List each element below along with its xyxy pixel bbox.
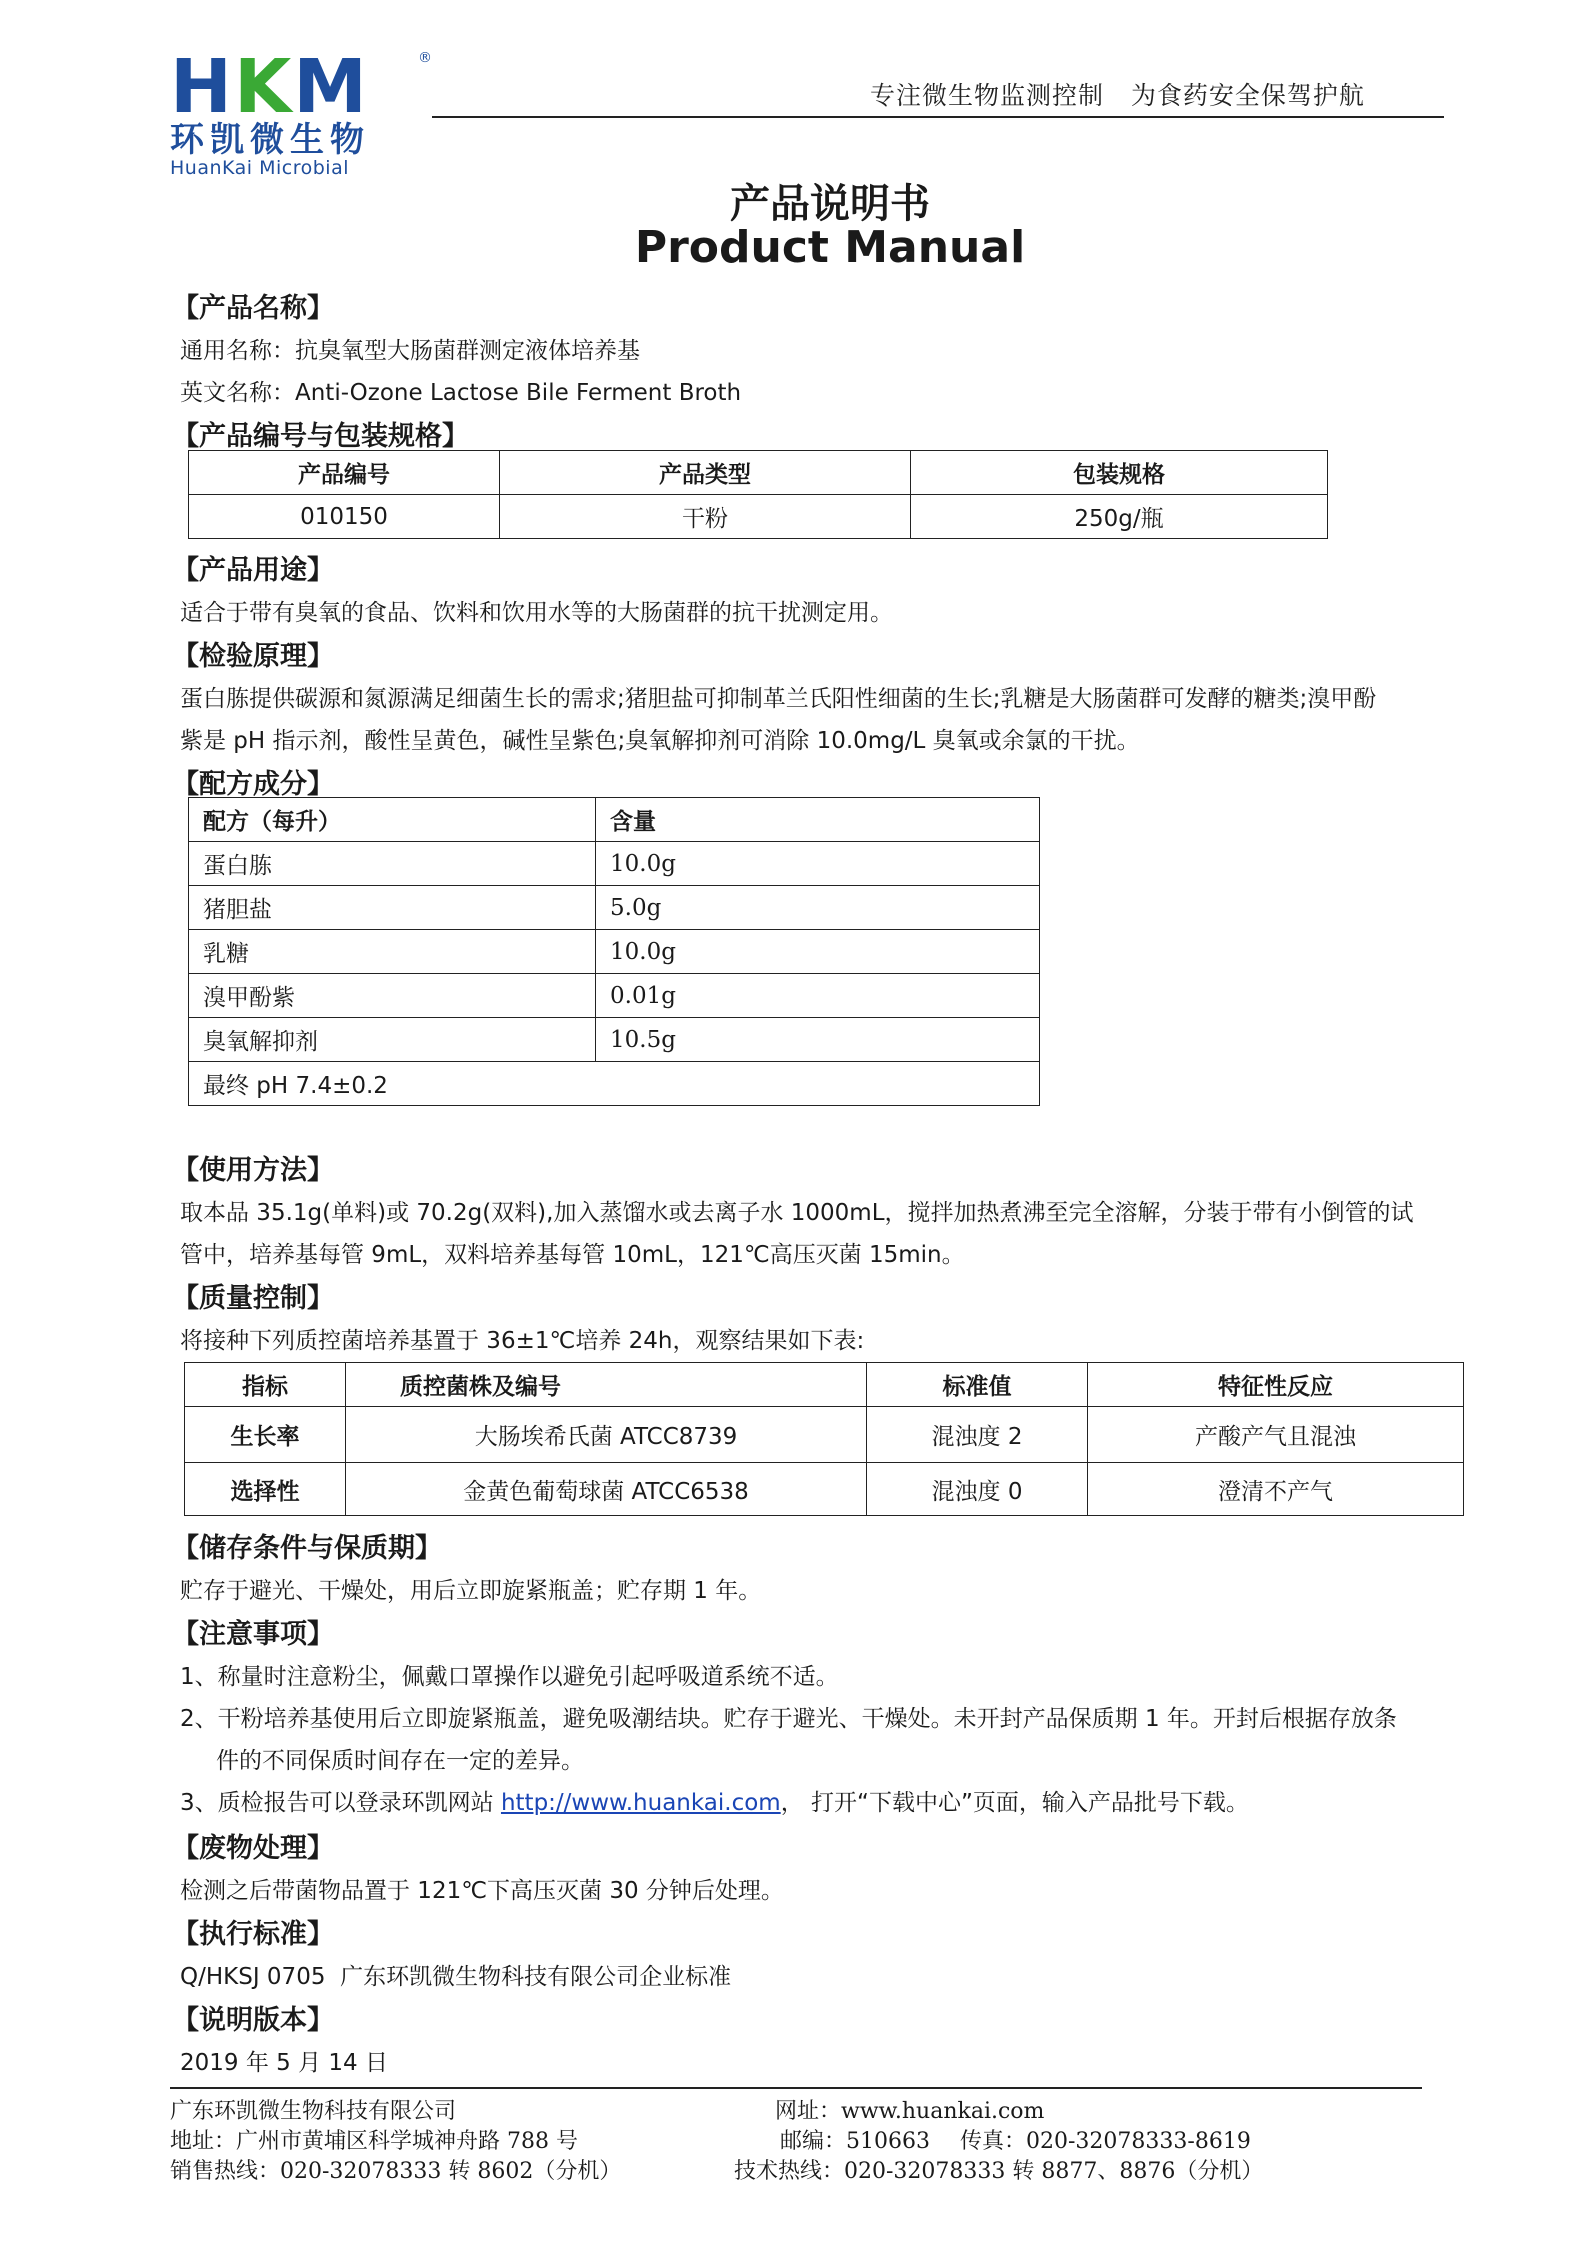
table-row [189, 842, 1040, 886]
table-row [189, 1062, 1040, 1106]
spec-cell-code: 010150 [189, 495, 500, 539]
usage-line-2: 管中，培养基每管 9mL，双料培养基每管 10mL，121℃高压灭菌 15min。 [180, 1242, 965, 1268]
qc-intro: 将接种下列质控菌培养基置于 36±1℃培养 24h，观察结果如下表: [180, 1328, 865, 1354]
table-header-row [189, 798, 1040, 842]
spec-header-type: 产品类型 [500, 451, 911, 495]
english-name-value: Anti-Ozone Lactose Bile Ferment Broth [295, 380, 742, 406]
note-3-suffix: ， 打开“下载中心”页面，输入产品批号下载。 [780, 1790, 1249, 1816]
formula-table [188, 797, 1040, 1106]
spec-header-code: 产品编号 [189, 451, 500, 495]
waste-text: 检测之后带菌物品置于 121℃下高压灭菌 30 分钟后处理。 [180, 1878, 784, 1904]
qc-cell-strain: 金黄色葡萄球菌 ATCC6538 [346, 1463, 867, 1516]
table-header-row [185, 1363, 1464, 1407]
note-2-line-1: 2、干粉培养基使用后立即旋紧瓶盖，避免吸潮结块。贮存于避光、干燥处。未开封产品保质期 1 年。开封后根据存放条 [180, 1706, 1397, 1732]
header-slogan: 专注微生物监测控制 为食药安全保驾护航 [870, 81, 1365, 110]
formula-amount: 5.0g [596, 886, 1040, 930]
title-english: Product Manual [634, 222, 1026, 273]
principle-line-1: 蛋白胨提供碳源和氮源满足细菌生长的需求;猪胆盐可抑制革兰氏阳性细菌的生长;乳糖是大肠菌群可发酵的糖类;溴甲酚 [180, 686, 1377, 712]
storage-text: 贮存于避光、干燥处，用后立即旋紧瓶盖；贮存期 1 年。 [180, 1578, 762, 1604]
logo-hkm-letters [170, 44, 440, 130]
section-heading-qc: 【质量控制】 [172, 1283, 334, 1314]
english-name-label: 英文名称： [180, 380, 295, 406]
formula-amount: 0.01g [596, 974, 1040, 1018]
qc-cell-standard: 混浊度 0 [867, 1463, 1088, 1516]
english-name-line [180, 374, 741, 407]
qc-table [184, 1362, 1464, 1516]
logo-english-name: HuanKai Microbial [170, 157, 349, 179]
logo-chinese-name: 环凯微生物 [170, 120, 370, 160]
usage-line-1: 取本品 35.1g(单料)或 70.2g(双料),加入蒸馏水或去离子水 1000mL，搅拌加热煮沸至完全溶解，分装于带有小倒管的试 [180, 1200, 1414, 1226]
section-heading-spec: 【产品编号与包装规格】 [172, 421, 469, 452]
table-row [185, 1463, 1464, 1516]
note-3-prefix: 3、质检报告可以登录环凯网站 [180, 1790, 501, 1816]
table-row [189, 886, 1040, 930]
formula-final-ph: 最终 pH 7.4±0.2 [189, 1062, 1040, 1106]
footer-divider [170, 2087, 1422, 2089]
table-header-row [189, 451, 1328, 495]
footer-company: 广东环凯微生物科技有限公司 [170, 2099, 457, 2124]
section-heading-waste: 【废物处理】 [172, 1833, 334, 1864]
formula-header-ingredient: 配方（每升） [189, 798, 596, 842]
header-divider [432, 116, 1444, 118]
footer-tech-hotline: 技术热线：020-32078333 转 8877、8876（分机） [734, 2159, 1264, 2184]
note-3 [180, 1784, 1249, 1817]
formula-ingredient: 猪胆盐 [189, 886, 596, 930]
spec-table [188, 450, 1328, 539]
formula-amount: 10.5g [596, 1018, 1040, 1062]
section-heading-product-name: 【产品名称】 [172, 293, 334, 324]
huankai-website-link[interactable]: http://www.huankai.com [500, 1790, 781, 1816]
section-heading-principle: 【检验原理】 [172, 641, 334, 672]
formula-ingredient: 臭氧解抑剂 [189, 1018, 596, 1062]
logo-letter-m: M [293, 44, 369, 130]
formula-ingredient: 乳糖 [189, 930, 596, 974]
qc-cell-strain: 大肠埃希氏菌 ATCC8739 [346, 1407, 867, 1463]
formula-header-amount: 含量 [596, 798, 1040, 842]
table-row [189, 1018, 1040, 1062]
section-heading-version: 【说明版本】 [172, 2005, 334, 2036]
qc-header-strain: 质控菌株及编号 [346, 1363, 867, 1407]
note-1: 1、称量时注意粉尘，佩戴口罩操作以避免引起呼吸道系统不适。 [180, 1664, 839, 1690]
qc-header-index: 指标 [185, 1363, 346, 1407]
section-heading-standard: 【执行标准】 [172, 1919, 334, 1950]
section-heading-formula: 【配方成分】 [172, 769, 334, 800]
formula-amount: 10.0g [596, 930, 1040, 974]
version-date: 2019 年 5 月 14 日 [180, 2050, 388, 2076]
use-text: 适合于带有臭氧的食品、饮料和饮用水等的大肠菌群的抗干扰测定用。 [180, 600, 893, 626]
section-heading-storage: 【储存条件与保质期】 [172, 1533, 442, 1564]
qc-cell-index: 生长率 [185, 1407, 346, 1463]
huankai-logo [170, 44, 440, 179]
spec-cell-type: 干粉 [500, 495, 911, 539]
table-row [189, 930, 1040, 974]
footer-postcode: 邮编：510663 [780, 2129, 930, 2154]
footer-sales-hotline: 销售热线：020-32078333 转 8602（分机） [170, 2159, 622, 2184]
formula-amount: 10.0g [596, 842, 1040, 886]
section-heading-use: 【产品用途】 [172, 555, 334, 586]
qc-header-reaction: 特征性反应 [1088, 1363, 1464, 1407]
footer-address: 地址：广州市黄埔区科学城神舟路 788 号 [170, 2129, 578, 2154]
table-row [189, 495, 1328, 539]
section-heading-notes: 【注意事项】 [172, 1619, 334, 1650]
section-heading-usage: 【使用方法】 [172, 1155, 334, 1186]
principle-line-2: 紫是 pH 指示剂，酸性呈黄色，碱性呈紫色;臭氧解抑剂可消除 10.0mg/L 臭氧或余氯的干扰。 [180, 728, 1140, 754]
spec-header-package: 包装规格 [911, 451, 1328, 495]
qc-header-standard: 标准值 [867, 1363, 1088, 1407]
registered-mark: ® [418, 50, 432, 66]
formula-ingredient: 蛋白胨 [189, 842, 596, 886]
standard-text: Q/HKSJ 0705 广东环凯微生物科技有限公司企业标准 [180, 1964, 732, 1990]
title-chinese: 产品说明书 [730, 181, 930, 227]
general-name-label: 通用名称： [180, 338, 295, 364]
general-name-value: 抗臭氧型大肠菌群测定液体培养基 [295, 338, 640, 364]
qc-cell-standard: 混浊度 2 [867, 1407, 1088, 1463]
table-row [185, 1407, 1464, 1463]
formula-ingredient: 溴甲酚紫 [189, 974, 596, 1018]
note-2-line-2: 件的不同保质时间存在一定的差异。 [216, 1748, 584, 1774]
general-name-line [180, 332, 640, 365]
footer-fax: 传真：020-32078333-8619 [960, 2129, 1251, 2154]
qc-cell-reaction: 澄清不产气 [1088, 1463, 1464, 1516]
qc-cell-index: 选择性 [185, 1463, 346, 1516]
table-row [189, 974, 1040, 1018]
logo-letter-k: K [233, 44, 294, 130]
footer-website: 网址：www.huankai.com [775, 2099, 1045, 2124]
qc-cell-reaction: 产酸产气且混浊 [1088, 1407, 1464, 1463]
logo-letter-h: H [170, 44, 234, 130]
spec-cell-package: 250g/瓶 [911, 495, 1328, 539]
